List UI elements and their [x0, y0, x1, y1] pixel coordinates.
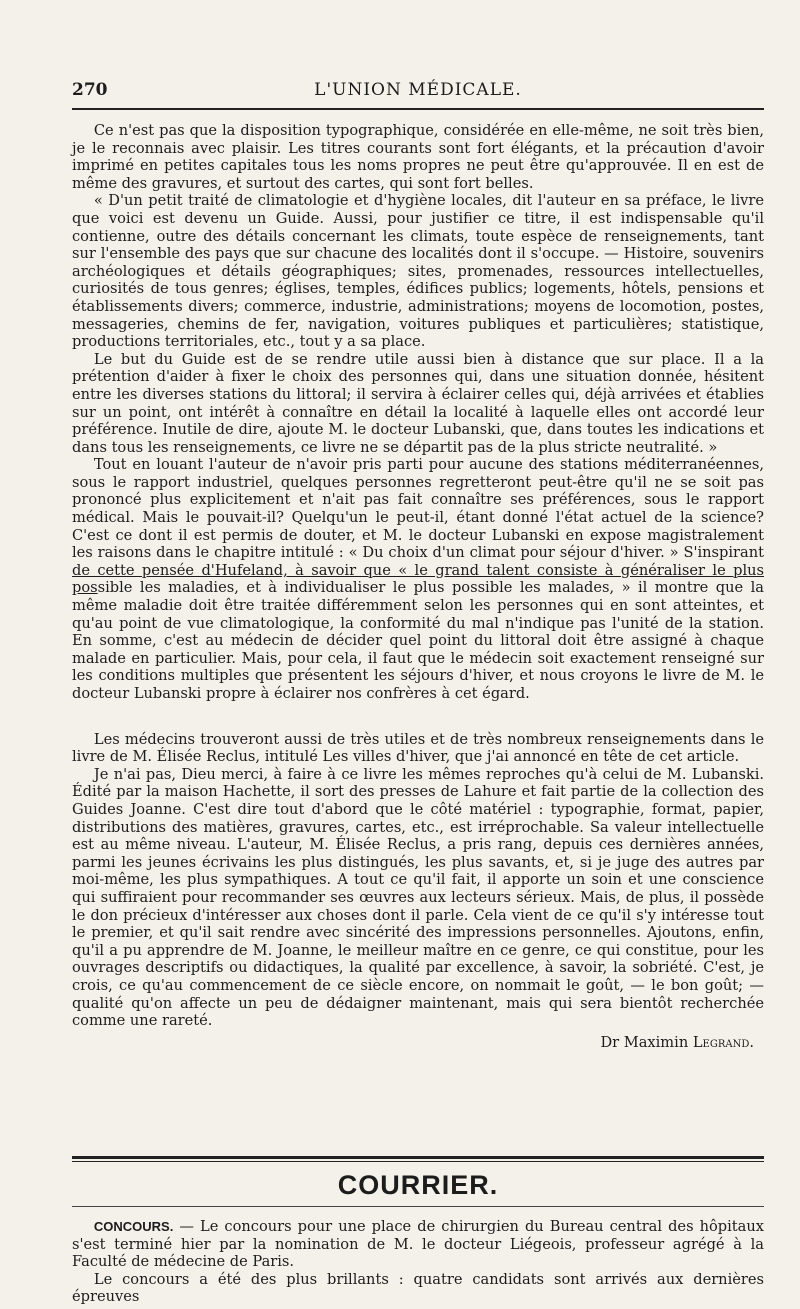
signature-prefix: Dr Maximin	[600, 1033, 693, 1051]
section-title-courrier: COURRIER.	[337, 1170, 499, 1200]
paragraph-typography: Ce n'est pas que la disposition typographique, considérée en elle-même, ne soit très bien, je le reconnais avec plaisir. Les titres courants sont fort élégants, et la précaution d'avoir imprimé en petites capitales tous les noms propres ne peut être qu'approuvée. Il en est de même des gravures, et surtout des cartes, qui sont fort belles.	[72, 122, 764, 192]
header-rule	[72, 108, 764, 110]
paragraph-climate-choice-end: sible les maladies, et à individualiser le plus possible les malades, » il montre que la même maladie doit être traitée différemment selon les personnes qui en sont atteintes, et qu'au point de vue climatologique, la conformité du mal n'indique pas l'unité de la station. En somme, c'est au médecin de décider quel point du littoral doit être assigné à chaque malade en particulier. Mais, pour cela, il faut que le médecin soit exactement renseigné sur les conditions multiples que présentent les séjours d'hiver, et nous croyons le livre de M. le docteur Lubanski propre à éclairer nos confrères à cet égard.	[72, 579, 764, 702]
paragraph-guide-purpose: Le but du Guide est de se rendre utile aussi bien à distance que sur place. Il a la prétention d'aider à fixer le choix des personnes qui, dans une situation donnée, hésitent entre les diverses stations du littoral; il servira à éclairer celles qui, déjà arrivées et établies sur un point, ont intérêt à connaître en détail la localité à laquelle elles ont accordé leur préférence. Inutile de dire, ajoute M. le docteur Lubanski, que, dans toutes les indications et dans tous les renseignements, ce livre ne se départit pas de la plus stricte neutralité. »	[72, 350, 764, 456]
page-number: 270	[72, 80, 108, 100]
section-title-rule	[72, 1206, 764, 1207]
paragraph-climate-choice	[72, 456, 764, 702]
section-divider-thick	[72, 1156, 764, 1159]
author-signature	[72, 1034, 754, 1052]
paragraph-concours-result: Le concours a été des plus brillants : quatre candidats sont arrivés aux dernières épreuves	[72, 1270, 764, 1306]
paragraph-climate-choice-start: Tout en louant l'auteur de n'avoir pris parti pour aucune des stations méditerranéennes, sous le rapport industriel, quelques personnes regretteront peut-être qu'il ne se soit pas prononcé plus explicitement et n'ait pas fait connaître ses préférences, sous le rapport médical. Mais le pouvait-il? Quelqu'un le peut-il, étant donné l'état actuel de la science? C'est ce dont il est permis de douter, et M. le docteur Lubanski en expose magistralement les raisons dans le chapitre intitulé : « Du choix d'un climat pour séjour d'hiver. » S'inspirant	[72, 456, 764, 562]
paragraph-concours	[72, 1218, 764, 1271]
concours-text: — Le concours pour une place de chirurgien du Bureau central des hôpitaux s'est terminé hier par la nomination de M. le docteur Liégeois, professeur agrégé à la Faculté de médecine de Paris.	[72, 1218, 764, 1271]
signature-name: Legrand.	[692, 1033, 754, 1051]
paragraph-reclus-review: Je n'ai pas, Dieu merci, à faire à ce livre les mêmes reproches qu'à celui de M. Lubanski. Édité par la maison Hachette, il sort des presses de Lahure et fait partie de la collection des Guides Joanne. C'est dire tout d'abord que le côté matériel : typographie, format, papier, distributions des matières, gravures, cartes, etc., est irréprochable. Sa valeur intellectuelle est au même niveau. L'auteur, M. Élisée Reclus, a pris rang, depuis ces dernières années, parmi les jeunes écrivains les plus distingués, les plus savants, et, si je juge des autres par moi-même, les plus sympathiques. A tout ce qu'il fait, il apporte un soin et une conscience qui suffiraient pour recommander ses œuvres aux lecteurs sérieux. Mais, de plus, il possède le don précieux d'intéresser aux choses dont il parle. Cela vient de ce qu'il s'y intéresse tout le premier, et qu'il sait rendre avec sincérité des impressions personnelles. Ajoutons, enfin, qu'il a pu apprendre de M. Joanne, le meilleur maître en ce genre, ce qui constitue, pour les ouvrages descriptifs ou didactiques, la qualité par excellence, à savoir, la sobriété. C'est, je crois, ce qu'au commencement de ce siècle encore, on nommait le goût, — le bon goût; — qualité qu'on affecte un peu de dédaigner maintenant, mais qui sera bientôt recherchée comme une rareté.	[72, 765, 764, 1030]
running-head: L'UNION MÉDICALE.	[314, 80, 522, 100]
section-divider-thin	[72, 1161, 764, 1162]
underlined-hufeland-quote: de cette pensée d'Hufeland, à savoir que « le grand talent consiste à généraliser le plus pos	[72, 561, 764, 597]
article-body	[72, 122, 764, 1051]
concours-heading: CONCOURS.	[93, 1219, 174, 1234]
paragraph-preface-quote: « D'un petit traité de climatologie et d'hygiène locales, dit l'auteur en sa préface, le livre que voici est devenu un Guide. Aussi, pour justifier ce titre, il est indispensable qu'il contienne, outre des détails concernant les climats, toute espèce de renseignements, tant sur l'ensemble des pays que sur chacune des localités dont il s'occupe. — Histoire, souvenirs archéologiques et détails géographiques; sites, promenades, ressources intellectuelles, curiosités de tous genres; églises, temples, édifices publics; logements, hôtels, pensions et établissements divers; commerce, industrie, administrations; moyens de locomotion, postes, messageries, chemins de fer, navigation, voitures publiques et particulières; statistique, productions territoriales, etc., tout y a sa place.	[72, 192, 764, 351]
paragraph-reclus-intro: Les médecins trouveront aussi de très utiles et de très nombreux renseignements dans le livre de M. Élisée Reclus, intitulé Les villes d'hiver, que j'ai annoncé en tête de cet article.	[72, 730, 764, 766]
page-header	[72, 76, 764, 104]
courrier-body	[72, 1218, 764, 1306]
paragraph-gap	[72, 703, 764, 731]
